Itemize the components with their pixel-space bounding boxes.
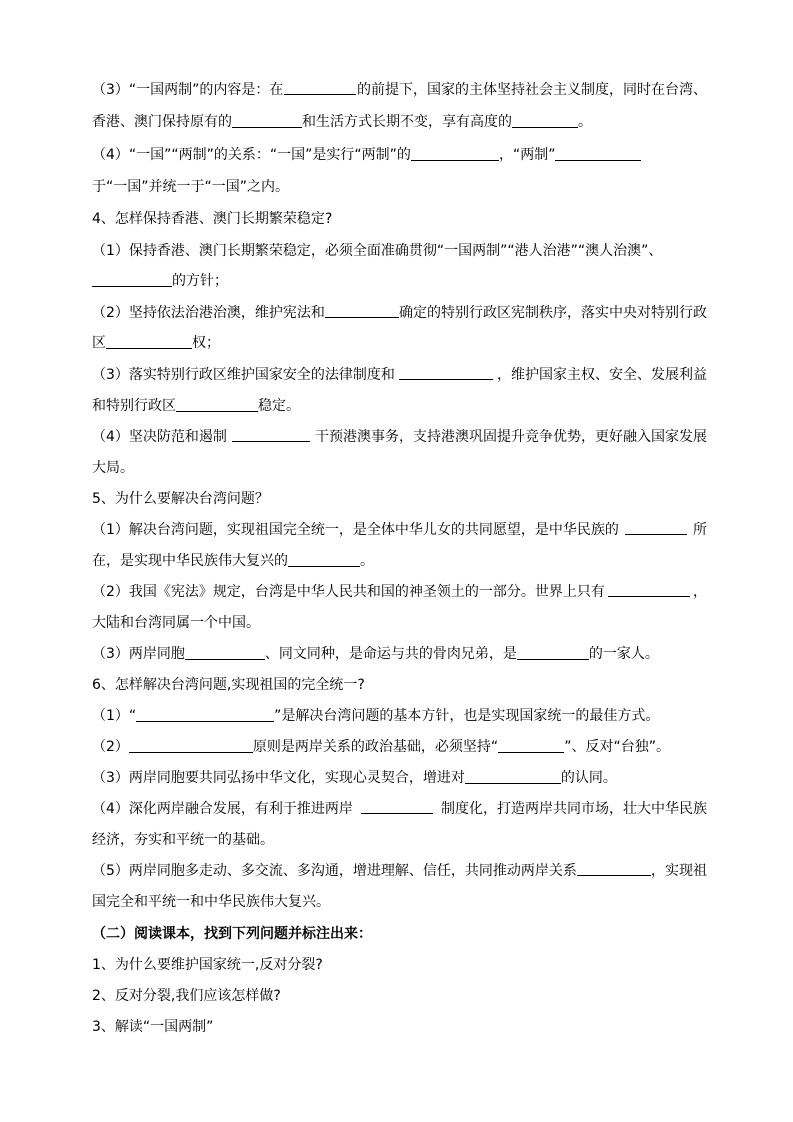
fill-blank[interactable] [106, 334, 192, 349]
fill-blank[interactable] [411, 146, 499, 161]
fill-blank[interactable] [512, 113, 578, 128]
fill-blank[interactable] [176, 397, 258, 412]
fill-blank[interactable] [577, 861, 651, 876]
text-line: 大陆和台湾同属一个中国。 [92, 615, 260, 631]
question-heading: 5、为什么要解决台湾问题？ [92, 491, 269, 507]
section-heading: （二）阅读课本，找到下列问题并标注出来： [92, 926, 372, 942]
text-line: （2） 原则是两岸关系的政治基础，必须坚持“ ”、反对“台独”。 [92, 739, 670, 755]
text-line: （1）保持香港、澳门长期繁荣稳定，必须全面准确贯彻“一国两制”“港人治港”“澳人治澳”、 [92, 243, 663, 259]
text-line: （4）“一国”“两制”的关系：“一国”是实行“两制”的 ，“两制” [92, 145, 707, 165]
text-line: （1）解决台湾问题，实现祖国完全统一，是全体中华儿女的共同愿望，是中华民族的 所 [92, 522, 707, 538]
reading-question: 2、反对分裂,我们应该怎样做? [92, 988, 281, 1004]
fill-blank[interactable] [465, 769, 561, 784]
text-line: （3）两岸同胞 、同文同种，是命运与共的骨肉兄弟，是 的一家人。 [92, 646, 659, 662]
text-line: 和特别行政区 稳定。 [92, 398, 300, 414]
reading-question: 1、为什么要维护国家统一,反对分裂? [92, 957, 323, 973]
text-line: （2）我国《宪法》规定，台湾是中华人民共和国的神圣领土的一部分。世界上只有 ， [92, 584, 707, 600]
question-heading: 4、怎样保持香港、澳门长期繁荣稳定? [92, 211, 333, 227]
text-line: （5）两岸同胞多走动、多交流、多沟通，增进理解、信任，共同推动两岸关系 ，实现祖 [92, 863, 707, 879]
text-line: （1）“ ”是解决台湾问题的基本方针，也是实现国家统一的最佳方式。 [92, 708, 660, 724]
reading-question: 3、解读“一国两制” [92, 1019, 214, 1035]
text-line: 于“一国”并统一于“一国”之内。 [92, 179, 290, 195]
fill-blank[interactable] [185, 645, 265, 660]
text-line: 大局。 [92, 460, 134, 476]
text-line: （2）坚持依法治港治澳，维护宪法和 确定的特别行政区宪制秩序，落实中央对特别行政 [92, 305, 707, 321]
fill-blank[interactable] [232, 113, 302, 128]
fill-blank[interactable] [555, 146, 641, 161]
fill-blank[interactable] [288, 552, 360, 567]
text-line: 的方针； [92, 271, 707, 291]
text-line: 经济，夯实和平统一的基础。 [92, 832, 274, 848]
text-line: （3）“一国两制”的内容是：在 的前提下，国家的主体坚持社会主义制度，同时在台湾、 [92, 82, 707, 98]
fill-blank[interactable] [284, 80, 356, 95]
fill-blank[interactable] [498, 738, 564, 753]
fill-blank[interactable] [399, 365, 493, 380]
fill-blank[interactable] [625, 520, 687, 535]
text-line: 香港、澳门保持原有的 和生活方式长期不变，享有高度的 。 [92, 114, 592, 130]
fill-blank[interactable] [361, 799, 433, 814]
text-line: 在，是实现中华民族伟大复兴的 。 [92, 553, 374, 569]
fill-blank[interactable] [232, 427, 310, 442]
text-line: （4）深化两岸融合发展，有利于推进两岸 制度化，打造两岸共同市场，壮大中华民族 [92, 801, 707, 817]
text-line: （3）两岸同胞要共同弘扬中华文化，实现心灵契合，增进对 的认同。 [92, 770, 617, 786]
fill-blank[interactable] [136, 707, 274, 722]
text-line: （3）落实特别行政区维护国家安全的法律制度和 ，维护国家主权、安全、发展利益 [92, 367, 707, 383]
text-line: 国完全和平统一和中华民族伟大复兴。 [92, 894, 330, 910]
question-heading: 6、怎样解决台湾问题,实现祖国的完全统一? [92, 677, 365, 693]
fill-blank[interactable] [92, 272, 172, 287]
fill-blank[interactable] [325, 303, 399, 318]
fill-blank[interactable] [517, 645, 589, 660]
fill-blank[interactable] [608, 582, 690, 597]
text-line: 区 权； [92, 335, 220, 351]
fill-blank[interactable] [129, 738, 253, 753]
text-line: （4）坚决防范和遏制 干预港澳事务，支持港澳巩固提升竞争优势，更好融入国家发展 [92, 429, 707, 445]
